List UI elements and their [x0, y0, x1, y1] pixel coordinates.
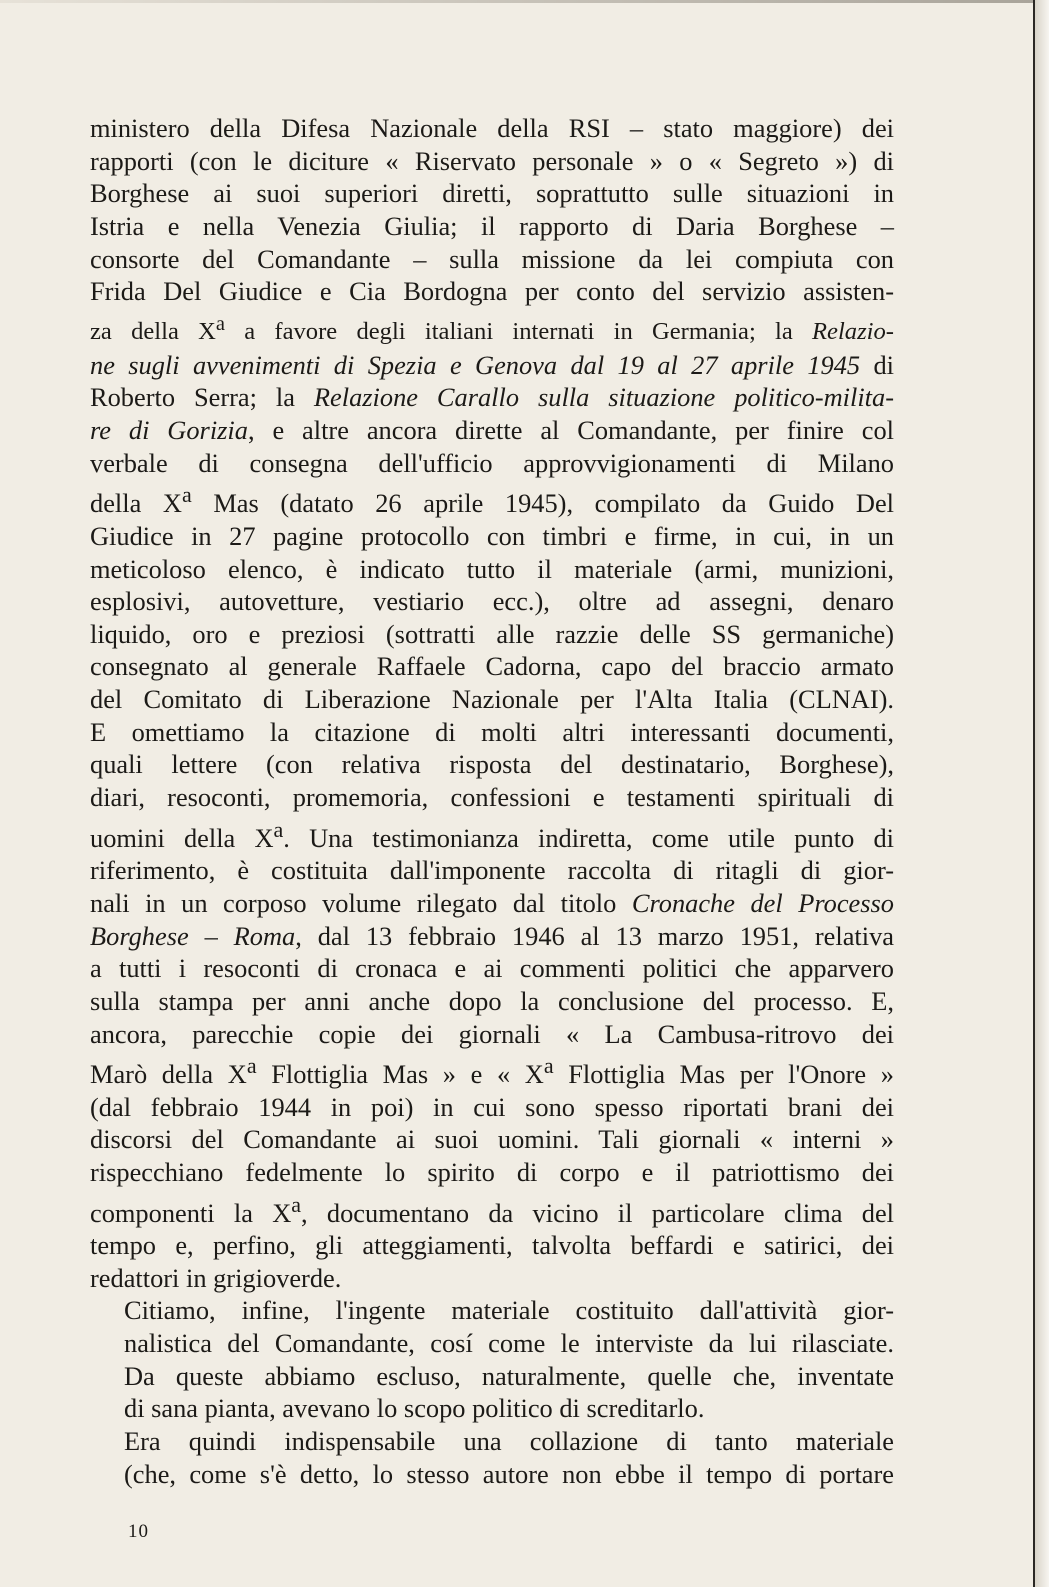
text-line: redattori in grigioverde.	[90, 1262, 342, 1293]
superscript: a	[246, 1053, 257, 1079]
italic-title: ne sugli avvenimenti di Spezia e Genova dal 19 al 27 aprile 1945	[90, 349, 861, 380]
page-top-edge	[0, 0, 1033, 3]
superscript: a	[215, 312, 225, 335]
text-line: Giudice in 27 pagine protocollo con timbri e firme, in cui, in un	[90, 520, 894, 551]
text-line: Citiamo, infine, l'ingente materiale costituito dall'attività gior-	[124, 1295, 894, 1326]
paragraph-3	[90, 1425, 894, 1490]
text-line: a tutti i resoconti di cronaca e ai commenti politici che apparvero	[90, 953, 894, 984]
text-line: re di Gorizia, e altre ancora dirette al Comandante, per finire col	[90, 415, 894, 446]
text-line: meticoloso elenco, è indicato tutto il materiale (armi, munizioni,	[90, 553, 894, 584]
text-line: diari, resoconti, promemoria, confessioni e testamenti spirituali di	[90, 782, 894, 813]
text-line: esplosivi, autovetture, vestiario ecc.), oltre ad assegni, denaro	[90, 586, 894, 617]
text-line: ne sugli avvenimenti di Spezia e Genova dal 19 al 27 aprile 1945 di	[90, 349, 894, 380]
body-text	[90, 112, 894, 1490]
text-line: Roberto Serra; la Relazione Carallo sulla situazione politico-milita-	[90, 382, 894, 413]
text-line: rispecchiano fedelmente lo spirito di corpo e il patriottismo dei	[90, 1156, 894, 1187]
text-line: della $X^a$ Mas (datato 26 aprile 1945), compilato da Guido Del	[90, 482, 894, 519]
text-line: consegnato al generale Raffaele Cadorna, capo del braccio armato	[90, 651, 894, 682]
text-line: ministero della Difesa Nazionale della RSI – stato maggiore) dei	[90, 113, 894, 143]
text-line: Da queste abbiamo escluso, naturalmente, quelle che, inventate	[124, 1360, 894, 1391]
text-line: quali lettere (con relativa risposta del destinatario, Borghese),	[90, 749, 894, 780]
page-edge	[1033, 0, 1035, 1587]
text-line: tempo e, perfino, gli atteggiamenti, talvolta beffardi e satirici, dei	[90, 1230, 894, 1261]
text-line: Borghese ai suoi superiori diretti, soprattutto sulle situazioni in	[90, 178, 894, 209]
text-line: liquido, oro e preziosi (sottratti alle razzie delle SS germaniche)	[90, 618, 894, 649]
paragraph-2	[90, 1294, 894, 1425]
text-line: Era quindi indispensabile una collazione di tanto materiale	[124, 1425, 894, 1456]
text-line: sulla stampa per anni anche dopo la conclusione del processo. E,	[90, 985, 894, 1016]
text-line: za della $X^a$ a favore degli italiani internati in Germania; la Relazio-	[90, 312, 894, 346]
paragraph-1	[90, 112, 894, 1294]
text-line: di sana pianta, avevano lo scopo politico di screditarlo.	[124, 1393, 705, 1424]
text-line: del Comitato di Liberazione Nazionale per l'Alta Italia (CLNAI).	[90, 684, 894, 715]
italic-title: re di Gorizia	[90, 415, 248, 446]
text-line: discorsi del Comandante ai suoi uomini. Tali giornali « interni »	[90, 1124, 894, 1155]
italic-title: Cronache del Processo	[631, 887, 894, 918]
text-line: (dal febbraio 1944 in poi) in cui sono spesso riportati brani dei	[90, 1091, 894, 1122]
superscript: a	[181, 482, 192, 508]
text-line: Istria e nella Venezia Giulia; il rapporto di Daria Borghese –	[90, 210, 894, 241]
text-line: verbale di consegna dell'ufficio approvvigionamenti di Milano	[90, 447, 894, 478]
italic-title: Borghese – Roma	[90, 920, 296, 951]
text-line: Frida Del Giudice e Cia Bordogna per conto del servizio assisten-	[90, 276, 894, 307]
text-line: riferimento, è costituita dall'imponente raccolta di ritagli di gior-	[90, 855, 894, 886]
page-edge-shadow	[1035, 0, 1049, 1587]
text-line: E omettiamo la citazione di molti altri interessanti documenti,	[90, 716, 894, 747]
text-line: rapporti (con le diciture « Riservato personale » o « Segreto ») di	[90, 145, 894, 176]
superscript: a	[543, 1053, 554, 1079]
text-line: Borghese – Roma, dal 13 febbraio 1946 al 13 marzo 1951, relativa	[90, 920, 895, 951]
text-line: componenti la $X^a$, documentano da vicino il particolare clima del	[90, 1191, 894, 1228]
text-line: nali in un corposo volume rilegato dal titolo Cronache del Processo	[90, 887, 894, 918]
italic-title: Relazione Carallo sulla situazione politico-milita-	[313, 382, 894, 413]
text-line: consorte del Comandante – sulla missione da lei compiuta con	[90, 243, 894, 274]
text-line: nalistica del Comandante, cosí come le interviste da lui rilasciate.	[124, 1328, 894, 1358]
italic-title: Relazio-	[812, 318, 894, 346]
text-line: Marò della $X^a$ Flottiglia Mas » e « $X^a$ Flottiglia Mas per l'Onore »	[90, 1053, 894, 1089]
text-line: uomini della $X^a$. Una testimonianza indiretta, come utile punto di	[90, 816, 894, 853]
page-number: 10	[128, 1521, 149, 1542]
superscript: a	[291, 1191, 302, 1217]
superscript: a	[273, 816, 284, 842]
text-line: ancora, parecchie copie dei giornali « La Cambusa-ritrovo dei	[90, 1018, 894, 1049]
text-line: (che, come s'è detto, lo stesso autore non ebbe il tempo di portare	[124, 1458, 894, 1489]
